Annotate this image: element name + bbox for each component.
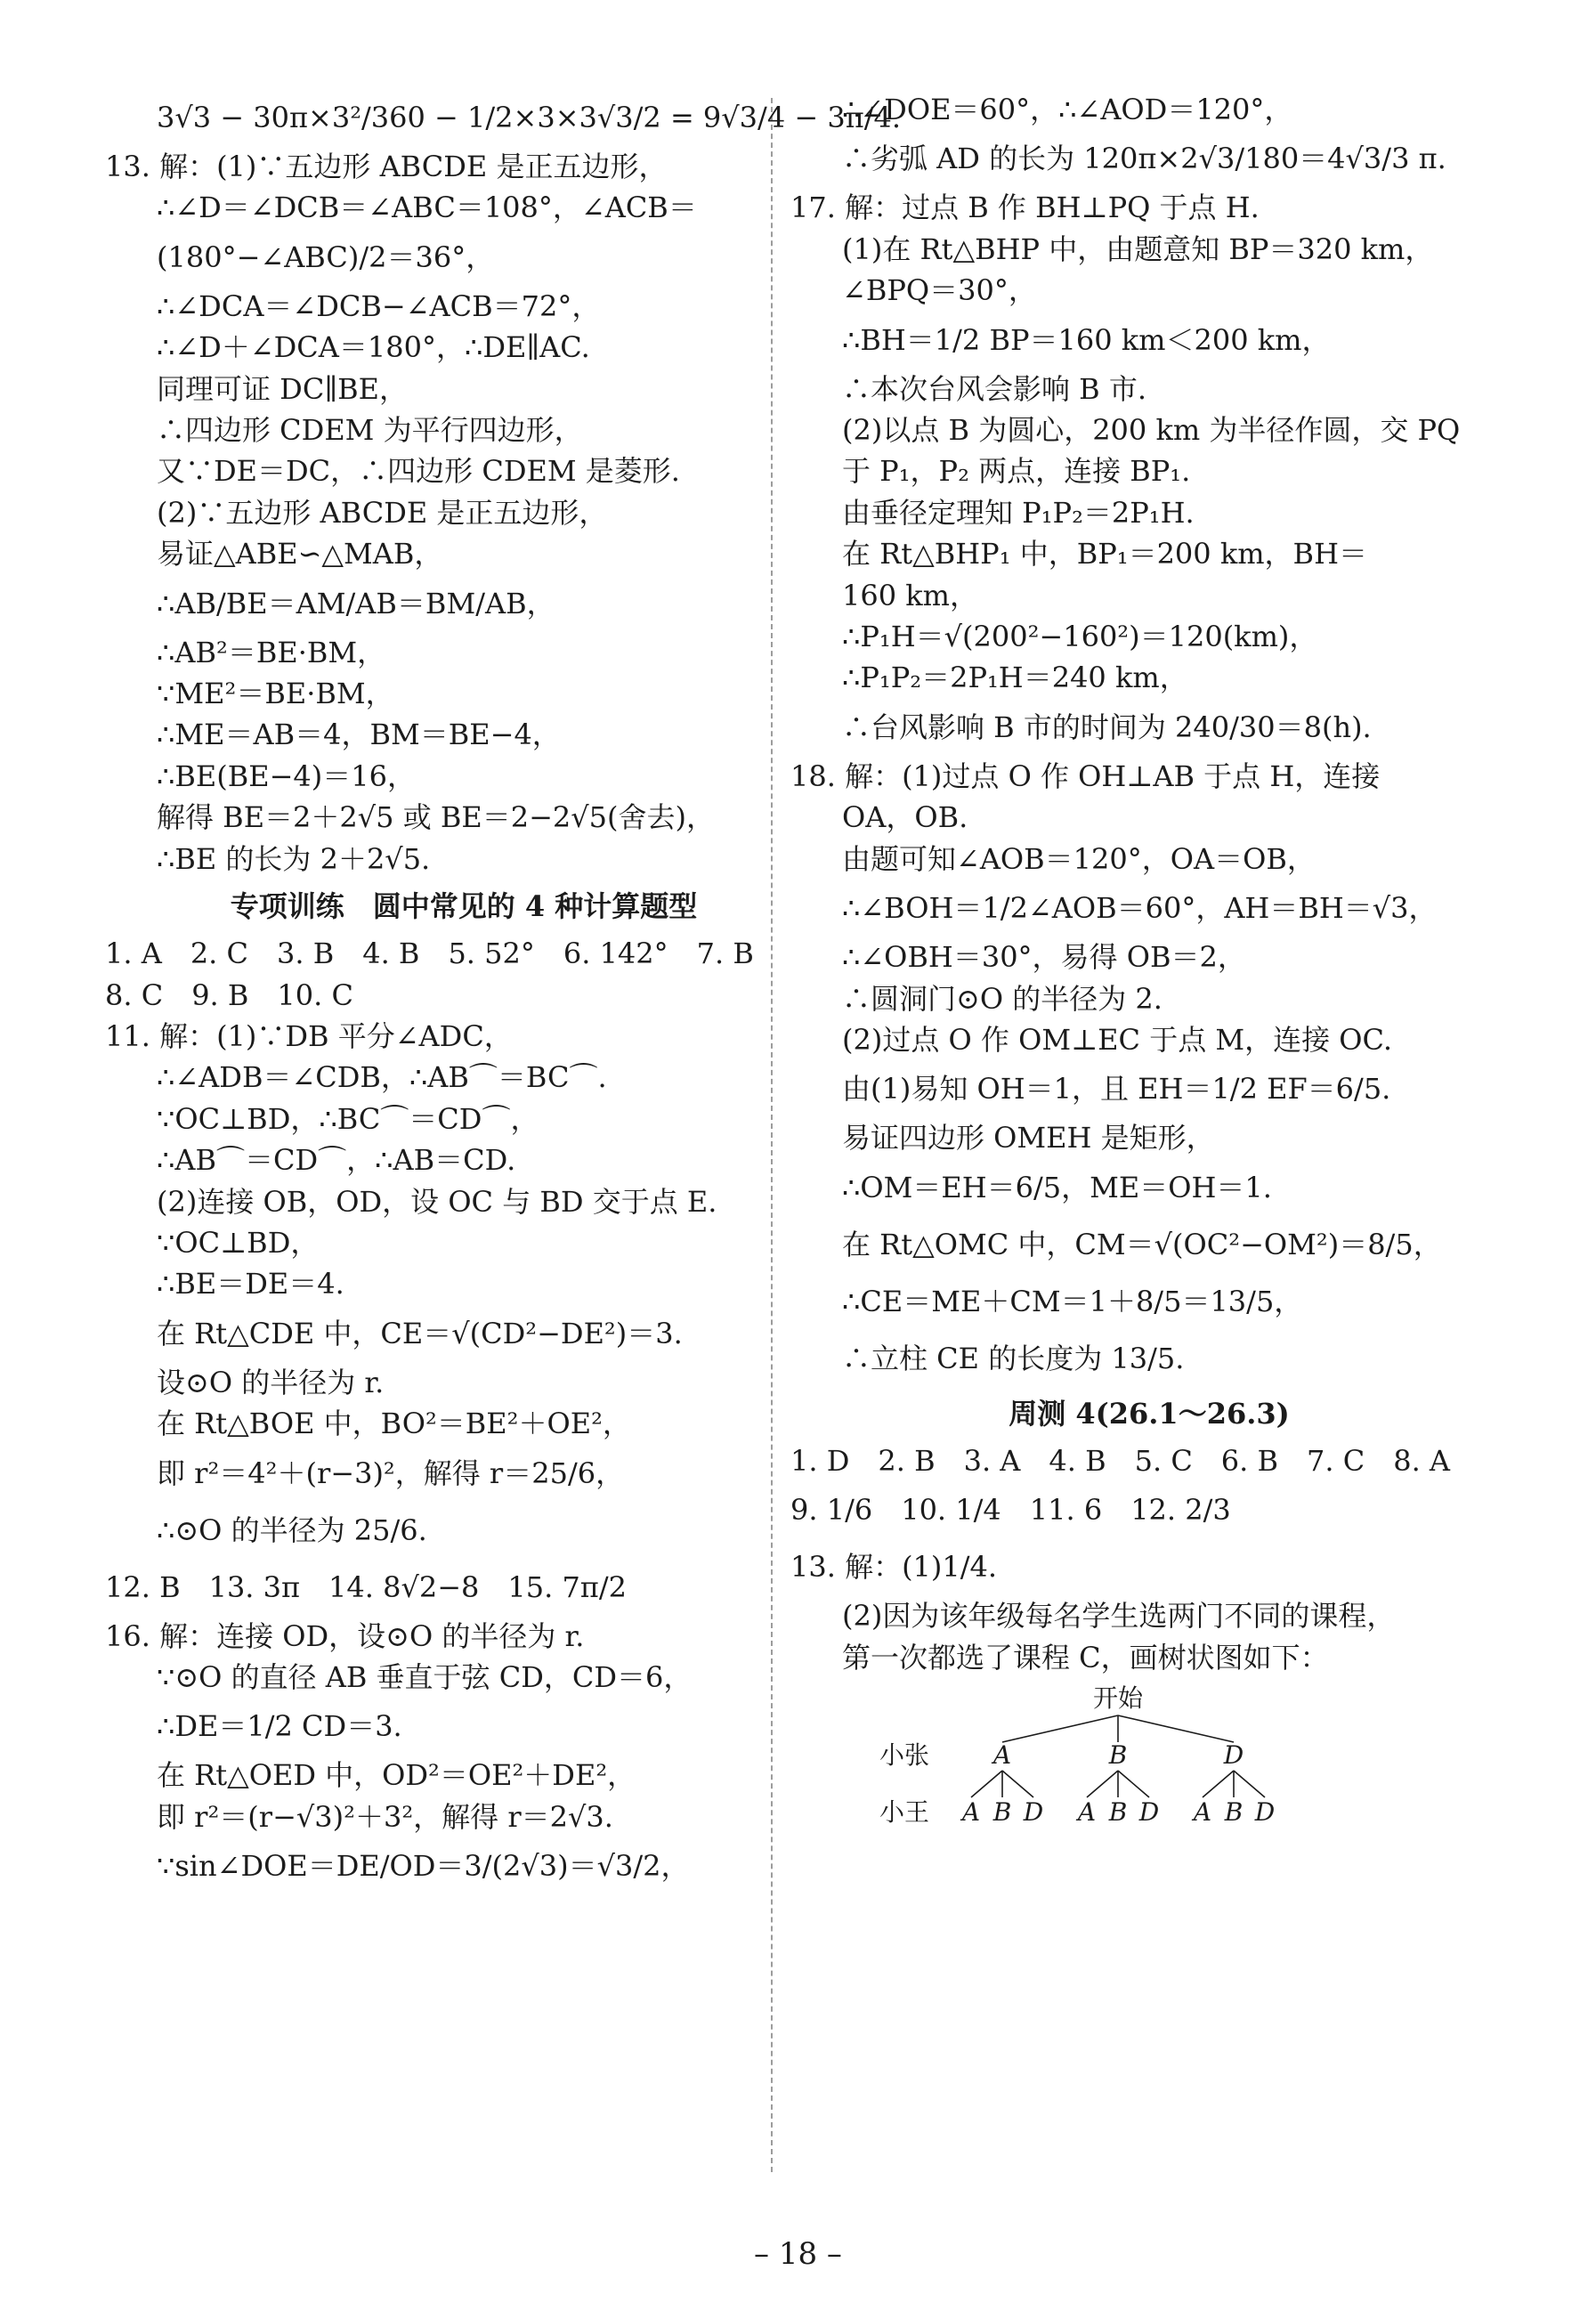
tree-node: D xyxy=(1138,1796,1160,1827)
text-line: ∴∠D＋∠DCA＝180°，∴DE∥AC. xyxy=(157,330,590,365)
text-line: 同理可证 DC∥BE， xyxy=(157,371,408,406)
text-line: ∴AB/BE＝AM/AB＝BM/AB， xyxy=(157,586,555,620)
text-line: ∴AB⌒＝CD⌒，∴AB＝CD. xyxy=(157,1143,516,1178)
text-line: 于 P₁，P₂ 两点，连接 BP₁. xyxy=(842,454,1191,489)
text-line: 在 Rt△OMC 中，CM＝√(OC²−OM²)＝8/5， xyxy=(842,1227,1442,1261)
text-line: ∴立柱 CE 的长度为 13/5. xyxy=(842,1341,1185,1375)
text-line: ∴CE＝ME＋CM＝1＋8/5＝13/5， xyxy=(842,1284,1303,1318)
section-title: 专项训练 圆中常见的 4 种计算题型 xyxy=(230,889,698,924)
answer-line: 1. A 2. C 3. B 4. B 5. 52° 6. 142° 7. B xyxy=(105,937,754,971)
text-line: ∴DE＝1/2 CD＝3. xyxy=(157,1709,402,1744)
tree-row-label: 小王 xyxy=(879,1796,930,1827)
tree-diagram-svg xyxy=(842,1678,1456,1856)
tree-node: D xyxy=(1254,1796,1276,1827)
text-line: 160 km， xyxy=(842,578,978,612)
answer-line: 8. C 9. B 10. C xyxy=(105,977,353,1012)
text-line: 由(1)易知 OH＝1，且 EH＝1/2 EF＝6/5. xyxy=(842,1072,1391,1107)
text-line: ∴BH＝1/2 BP＝160 km＜200 km， xyxy=(842,322,1331,357)
text-line: ∴BE(BE−4)＝16， xyxy=(157,758,416,793)
text-line: ∴P₁H＝√(200²−160²)＝120(km)， xyxy=(842,620,1318,654)
text-line: ∴BE 的长为 2＋2√5. xyxy=(157,841,431,876)
answer-line: 9. 1/6 10. 1/4 11. 6 12. 2/3 xyxy=(790,1493,1231,1528)
text-line: OA，OB. xyxy=(842,800,968,835)
tree-node: A xyxy=(1193,1796,1212,1827)
text-line: ∴∠DCA＝∠DCB−∠ACB＝72°， xyxy=(157,288,601,323)
text-line: 13. 解：(1)1/4. xyxy=(790,1550,998,1585)
text-line: ∴圆洞门⊙O 的半径为 2. xyxy=(842,981,1163,1016)
text-line: ∴AB²＝BE·BM， xyxy=(157,635,386,669)
text-line: ∴∠OBH＝30°，易得 OB＝2， xyxy=(842,940,1246,975)
text-line: ∴本次台风会影响 B 市. xyxy=(842,371,1147,406)
text-line: ∴OM＝EH＝6/5，ME＝OH＝1. xyxy=(842,1170,1272,1204)
text-line: 由题可知∠AOB＝120°，OA＝OB， xyxy=(842,841,1316,876)
text-line: ∵OC⊥BD， xyxy=(157,1225,320,1260)
text-line: ∴P₁P₂＝2P₁H＝240 km， xyxy=(842,661,1188,695)
text-line: ∴BE＝DE＝4. xyxy=(157,1267,344,1301)
text-line: 第一次都选了课程 C，画树状图如下： xyxy=(842,1640,1329,1674)
text-line: (2)∵五边形 ABCDE 是正五边形， xyxy=(157,495,608,530)
text-line: ∵⊙O 的直径 AB 垂直于弦 CD，CD＝6， xyxy=(157,1659,693,1694)
text-line: ∴∠D＝∠DCB＝∠ABC＝108°，∠ACB＝ xyxy=(157,191,697,225)
tree-diagram xyxy=(842,1678,1456,1856)
text-line: (1)在 Rt△BHP 中，由题意知 BP＝320 km， xyxy=(842,231,1434,266)
text-line: 在 Rt△BHP₁ 中，BP₁＝200 km，BH＝ xyxy=(842,537,1367,572)
text-line: ∴∠DOE＝60°，∴∠AOD＝120°， xyxy=(842,93,1293,126)
tree-node: B xyxy=(1108,1739,1128,1770)
text-line: 在 Rt△BOE 中，BO²＝BE²＋OE²， xyxy=(157,1407,631,1441)
text-line: ∴劣弧 AD 的长为 120π×2√3/180＝4√3/3 π. xyxy=(842,142,1446,176)
text-line: 由垂径定理知 P₁P₂＝2P₁H. xyxy=(842,495,1195,530)
answer-line: 1. D 2. B 3. A 4. B 5. C 6. B 7. C 8. A xyxy=(790,1443,1451,1478)
text-line: ∴∠ADB＝∠CDB，∴AB⌒＝BC⌒. xyxy=(157,1060,607,1095)
tree-node: A xyxy=(992,1739,1012,1770)
text-line: 13. 解：(1)∵五边形 ABCDE 是正五边形， xyxy=(105,150,668,183)
text-line: (180°−∠ABC)/2＝36°， xyxy=(157,239,495,274)
answer-line: 12. B 13. 3π 14. 8√2−8 15. 7π/2 xyxy=(105,1569,627,1604)
text-line: (2)过点 O 作 OM⊥EC 于点 M，连接 OC. xyxy=(842,1022,1393,1057)
text-line: 易证四边形 OMEH 是矩形， xyxy=(842,1121,1215,1156)
text-line: (2)因为该年级每名学生选两门不同的课程， xyxy=(842,1599,1396,1634)
text-line: 又∵DE＝DC，∴四边形 CDEM 是菱形. xyxy=(157,454,680,489)
text-line: 即 r²＝4²＋(r−3)²，解得 r＝25/6， xyxy=(157,1456,625,1490)
text-line: (2)以点 B 为圆心，200 km 为半径作圆，交 PQ xyxy=(842,413,1461,448)
text-line: ∴⊙O 的半径为 25/6. xyxy=(157,1512,427,1547)
text-line: 18. 解：(1)过点 O 作 OH⊥AB 于点 H，连接 xyxy=(790,758,1381,793)
right-column xyxy=(790,89,1461,1856)
tree-row-label: 小张 xyxy=(879,1739,930,1770)
text-line: 3√3 − 30π×3²/360 − 1/2×3×3√3/2 = 9√3/4 − 3π/4. xyxy=(157,101,902,134)
text-line: 16. 解：连接 OD，设⊙O 的半径为 r. xyxy=(105,1618,585,1653)
tree-node: D xyxy=(1023,1796,1044,1827)
text-line: 易证△ABE∽△MAB， xyxy=(157,537,443,572)
text-line: ∠BPQ＝30°， xyxy=(842,273,1037,308)
text-line: 11. 解：(1)∵DB 平分∠ADC， xyxy=(105,1018,513,1053)
text-line: ∵OC⊥BD，∴BC⌒＝CD⌒， xyxy=(157,1101,539,1136)
text-line: ∴∠BOH＝1/2∠AOB＝60°，AH＝BH＝√3， xyxy=(842,891,1438,926)
text-line: 17. 解：过点 B 作 BH⊥PQ 于点 H. xyxy=(790,191,1260,225)
text-line: 在 Rt△OED 中，OD²＝OE²＋DE²， xyxy=(157,1758,636,1793)
text-line: ∵ME²＝BE·BM， xyxy=(157,677,394,711)
page-number: – 18 – xyxy=(754,2236,842,2272)
tree-node: B xyxy=(1108,1796,1128,1827)
text-line: 即 r²＝(r−√3)²＋3²，解得 r＝2√3. xyxy=(157,1799,613,1834)
text-line: ∴四边形 CDEM 为平行四边形， xyxy=(157,413,583,448)
tree-node: B xyxy=(1224,1796,1244,1827)
tree-node: B xyxy=(992,1796,1012,1827)
text-line: 在 Rt△CDE 中，CE＝√(CD²−DE²)＝3. xyxy=(157,1316,683,1350)
text-line: 设⊙O 的半径为 r. xyxy=(157,1365,385,1399)
column-divider xyxy=(771,98,773,2172)
text-line: ∴台风影响 B 市的时间为 240/30＝8(h). xyxy=(842,710,1372,744)
text-line: 解得 BE＝2＋2√5 或 BE＝2−2√5(舍去)， xyxy=(157,800,715,835)
tree-node: A xyxy=(1077,1796,1097,1827)
tree-node: D xyxy=(1223,1739,1244,1770)
tree-root: 开始 xyxy=(1092,1683,1144,1713)
section-title: 周测 4(26.1～26.3) xyxy=(1009,1396,1290,1431)
tree-node: A xyxy=(961,1796,981,1827)
text-line: ∴ME＝AB＝4，BM＝BE−4， xyxy=(157,718,561,752)
text-line: ∵sin∠DOE＝DE/OD＝3/(2√3)＝√3/2， xyxy=(157,1849,690,1884)
text-line: (2)连接 OB，OD，设 OC 与 BD 交于点 E. xyxy=(157,1184,717,1219)
